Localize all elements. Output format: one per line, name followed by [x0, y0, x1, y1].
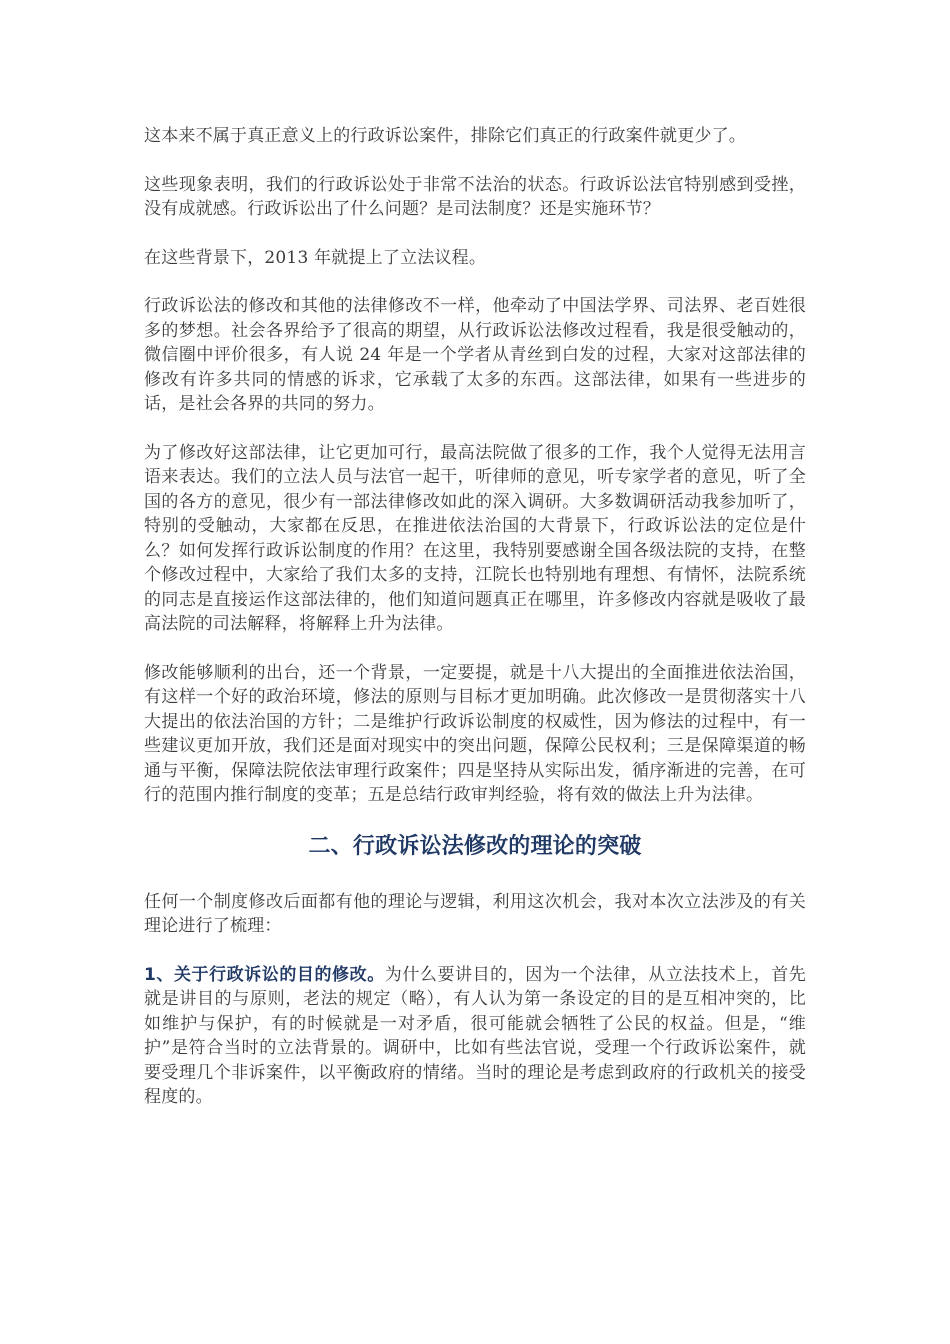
section-intro: 任何一个制度修改后面都有他的理论与逻辑，利用这次机会，我对本次立法涉及的有关理论进行了梳理： — [144, 891, 806, 936]
paragraph: 这本来不属于真正意义上的行政诉讼案件，排除它们真正的行政案件就更少了。 — [144, 126, 746, 146]
point-1 — [144, 963, 806, 1110]
paragraph: 修改能够顺利的出台，还一个背景，一定要提，就是十八大提出的全面推进依法治国，有这样一个好的政治环境，修法的原则与目标才更加明确。此次修改一是贯彻落实十八大提出的依法治国的方针；二是维护行政诉讼制度的权威性，因为修法的过程中，有一些建议更加开放，我们还是面对现实中的突出问题，保障公民权利；三是保障渠道的畅通与平衡，保障法院依法审理行政案件；四是坚持从实际出发，循序渐进的完善，在可行的范围内推行制度的变革；五是总结行政审判经验，将有效的做法上升为法律。 — [144, 662, 806, 805]
paragraph: 这些现象表明，我们的行政诉讼处于非常不法治的状态。行政诉讼法官特别感到受挫，没有成就感。行政诉讼出了什么问题？是司法制度？还是实施环节？ — [144, 174, 806, 219]
paragraph: 在这些背景下，2013 年就提上了立法议程。 — [144, 247, 487, 268]
point-1-lead: 1、关于行政诉讼的目的修改。 — [144, 964, 385, 985]
section-heading: 二、行政诉讼法修改的理论的突破 — [308, 833, 642, 859]
paragraph: 行政诉讼法的修改和其他的法律修改不一样，他牵动了中国法学界、司法界、老百姓很多的梦想。社会各界给予了很高的期望，从行政诉讼法修改过程看，我是很受触动的，微信圈中评价很多，有人说 24 年是一个学者从青丝到白发的过程，大家对这部法律的修改有许多共同的情感的诉求，它承载了太多的东西。这部法律，如果有一些进步的话，是社会各界的共同的努力。 — [144, 296, 806, 414]
point-1-text: 为什么要讲目的，因为一个法律，从立法技术上，首先就是讲目的与原则，老法的规定（略），有人认为第一条设定的目的是互相冲突的，比如维护与保护，有的时候就是一对矛盾，很可能就会牺牲了公民的权益。但是，“维护”是符合当时的立法背景的。调研中，比如有些法官说，受理一个行政诉讼案件，就要受理几个非诉案件，以平衡政府的情绪。当时的理论是考虑到政府的行政机关的接受程度的。 — [144, 964, 806, 1107]
document-body — [144, 124, 806, 1134]
paragraph: 为了修改好这部法律，让它更加可行，最高法院做了很多的工作，我个人觉得无法用言语来表达。我们的立法人员与法官一起干，听律师的意见，听专家学者的意见，听了全国的各方的意见，很少有一部法律修改如此的深入调研。大多数调研活动我参加听了，特别的受触动，大家都在反思，在推进依法治国的大背景下，行政诉讼法的定位是什么？如何发挥行政诉讼制度的作用？在这里，我特别要感谢全国各级法院的支持，在整个修改过程中，大家给了我们太多的支持，江院长也特别地有理想、有情怀，法院系统的同志是直接运作这部法律的，他们知道问题真正在哪里，许多修改内容就是吸收了最高法院的司法解释，将解释上升为法律。 — [144, 442, 806, 634]
